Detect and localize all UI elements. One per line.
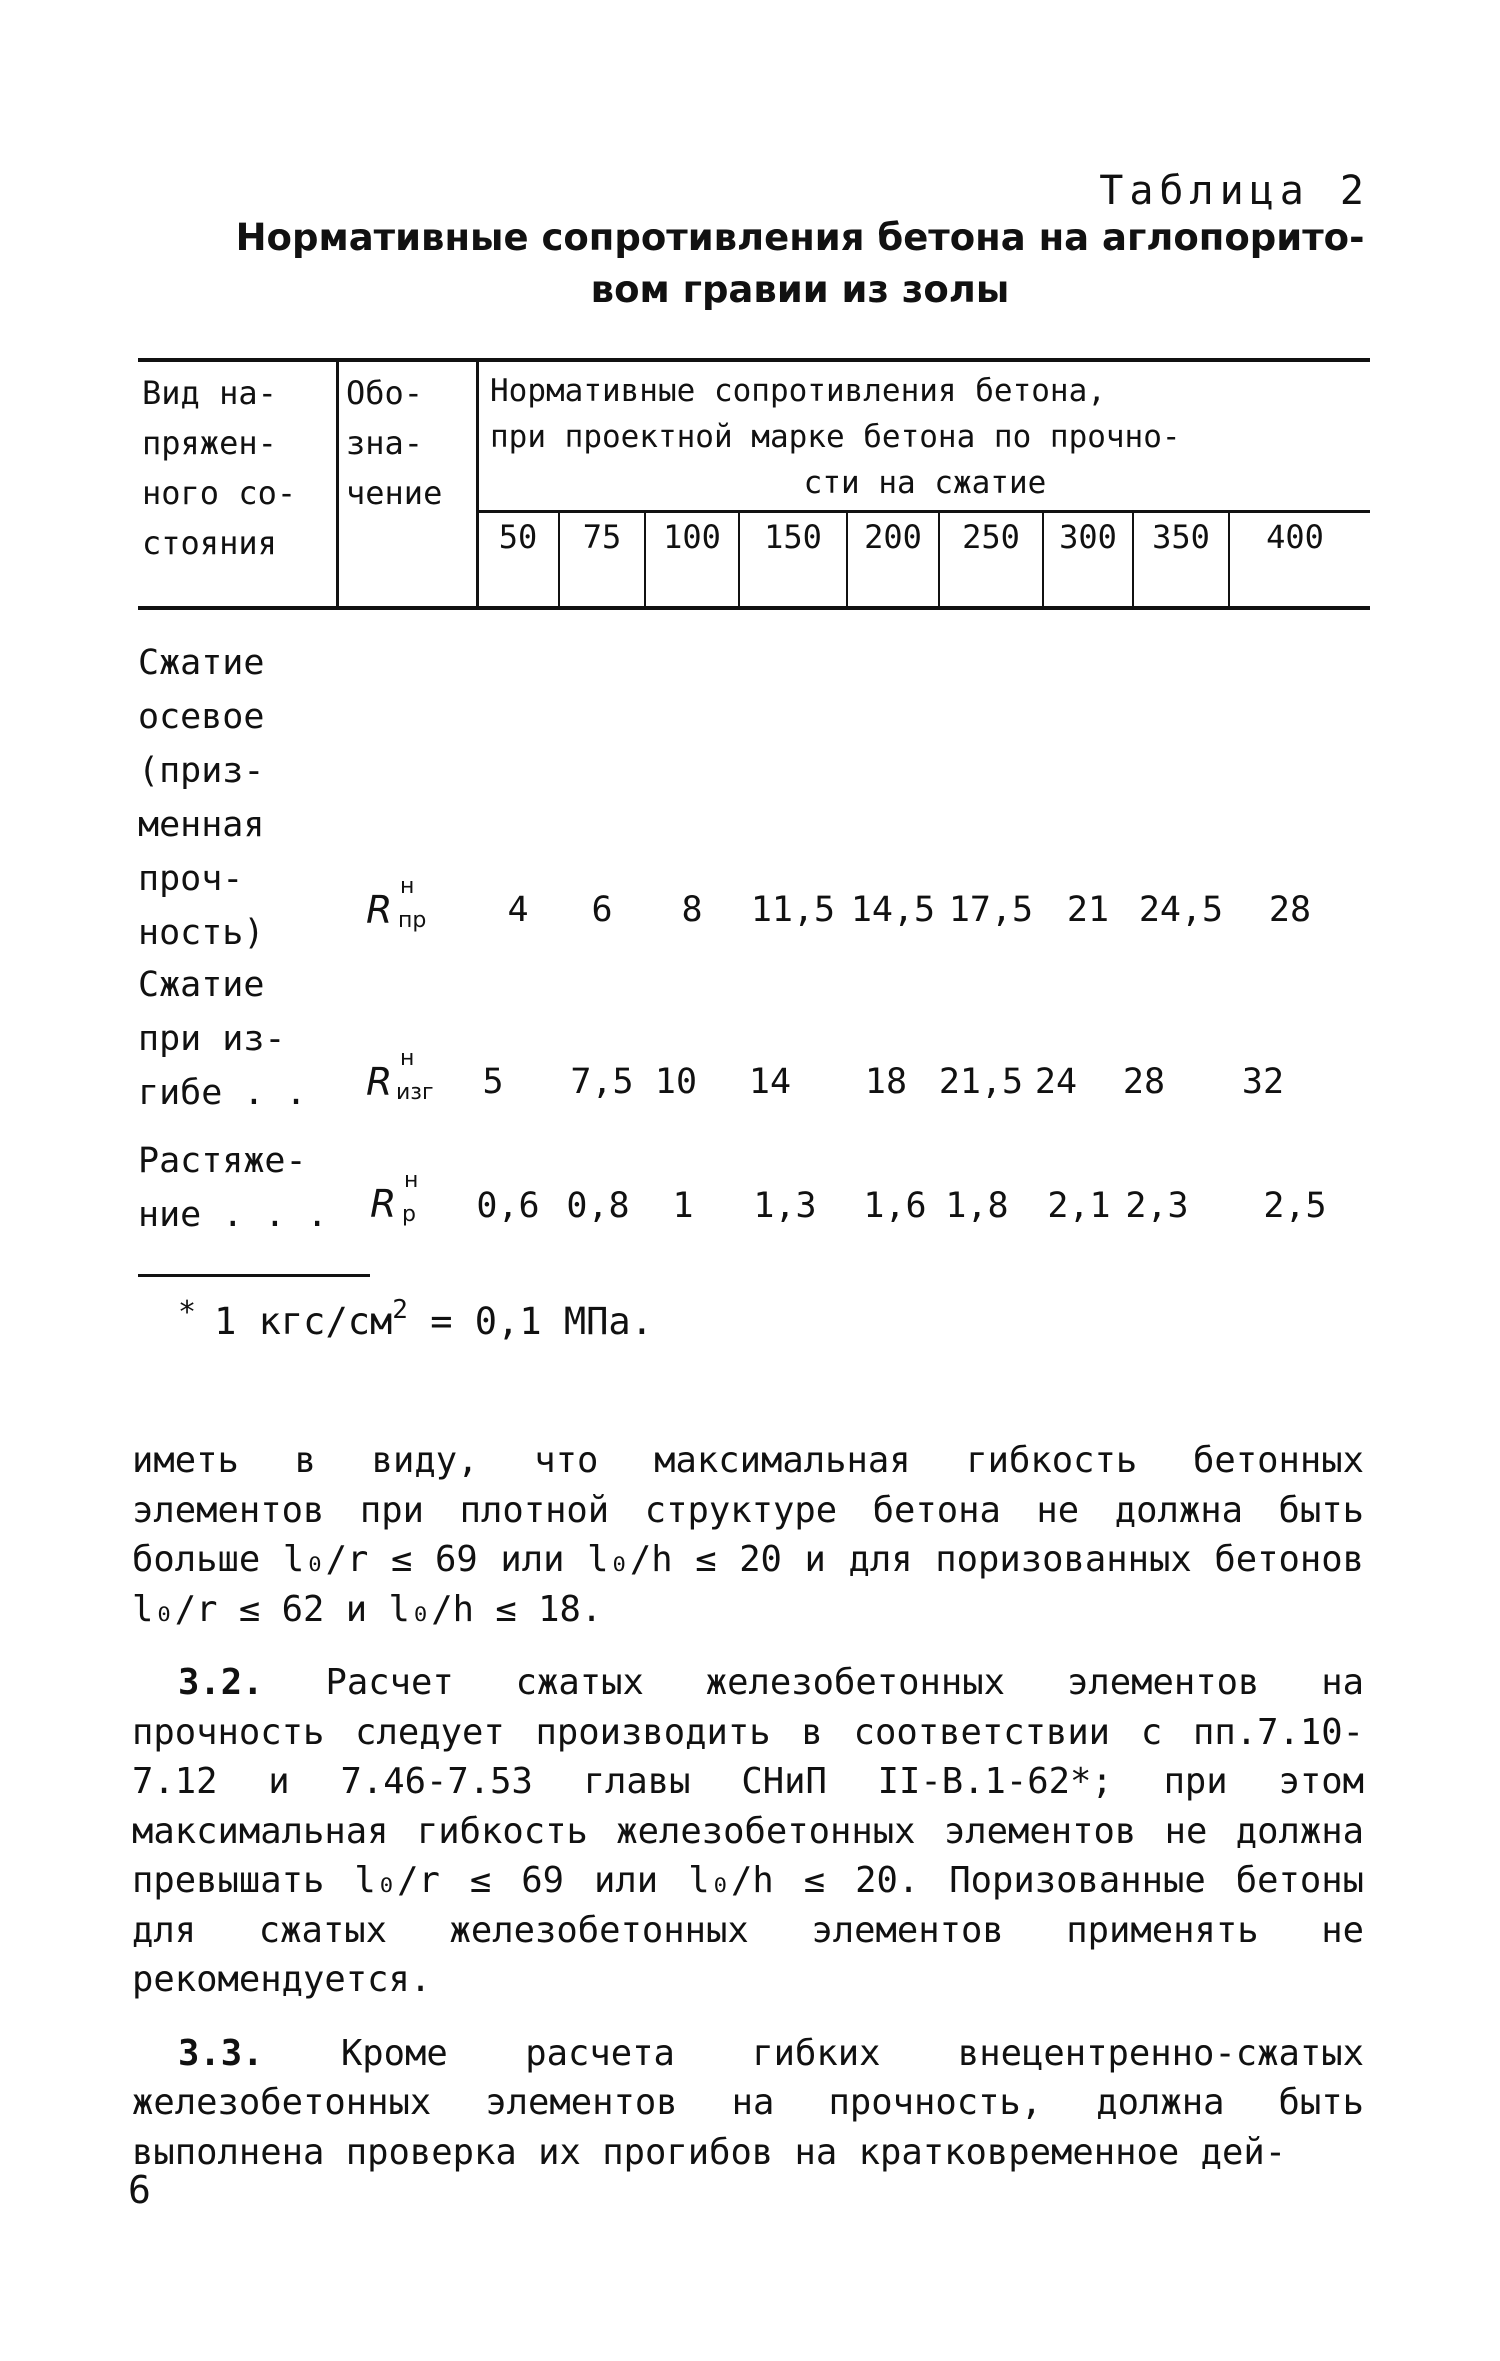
value-cell: 4 bbox=[507, 890, 529, 930]
header-bottom-rule bbox=[138, 606, 1370, 610]
value-cell: 1,6 bbox=[863, 1186, 927, 1226]
header-col-state bbox=[142, 368, 296, 568]
header-line: Обо- bbox=[346, 374, 424, 412]
table-top-rule bbox=[138, 358, 1370, 362]
symbol-r-izg: R н изг bbox=[366, 1046, 434, 1105]
column-divider bbox=[336, 362, 339, 608]
mark-150: 150 bbox=[764, 518, 822, 556]
table-title-line: вом гравии из золы bbox=[590, 268, 1010, 311]
value-cell: 21 bbox=[1066, 890, 1110, 930]
value-cell: 11,5 bbox=[750, 890, 836, 930]
mark-100: 100 bbox=[663, 518, 721, 556]
row-label-line: Сжатие bbox=[138, 965, 265, 1005]
value-cell: 2,3 bbox=[1125, 1186, 1189, 1226]
row-label-tension bbox=[138, 1134, 328, 1242]
value-cell: 0,6 bbox=[476, 1186, 540, 1226]
clause-number: 3.3. bbox=[178, 2032, 264, 2074]
row-label-line: ность) bbox=[138, 913, 265, 953]
row-label-line: при из- bbox=[138, 1019, 286, 1059]
value-cell: 32 bbox=[1241, 1062, 1285, 1102]
value-cell: 28 bbox=[1122, 1062, 1166, 1102]
row-label-line: гибе . . bbox=[138, 1073, 307, 1113]
header-line: Вид на- bbox=[142, 374, 277, 412]
value-cell: 2,5 bbox=[1263, 1186, 1327, 1226]
header-col-designation bbox=[346, 368, 442, 518]
mark-300: 300 bbox=[1059, 518, 1117, 556]
header-line: пряжен- bbox=[142, 424, 277, 462]
header-line: чение bbox=[346, 474, 443, 512]
value-cell: 1,3 bbox=[753, 1186, 817, 1226]
header-line: сти на сжатие bbox=[803, 465, 1047, 501]
value-cell: 2,1 bbox=[1047, 1186, 1111, 1226]
symbol-r-r: R н р bbox=[370, 1168, 419, 1227]
value-cell: 17,5 bbox=[948, 890, 1034, 930]
mark-50: 50 bbox=[498, 518, 538, 556]
value-cell: 18 bbox=[864, 1062, 908, 1102]
table-title bbox=[200, 212, 1400, 316]
value-cell: 14,5 bbox=[850, 890, 936, 930]
symbol-r-pr: R н пр bbox=[366, 874, 427, 933]
row-label-line: ние . . . bbox=[138, 1195, 328, 1235]
footnote bbox=[178, 1295, 653, 1343]
page-number: 6 bbox=[128, 2168, 151, 2212]
footnote-power: 2 bbox=[392, 1295, 408, 1325]
value-cell: 1,8 bbox=[945, 1186, 1009, 1226]
value-cell: 8 bbox=[681, 890, 703, 930]
row-label-line: проч- bbox=[138, 859, 244, 899]
header-line: Нормативные сопротивления бетона, bbox=[490, 373, 1106, 409]
footnote-rule bbox=[138, 1274, 370, 1277]
value-cell: 14 bbox=[748, 1062, 792, 1102]
mark-75: 75 bbox=[582, 518, 622, 556]
mark-250: 250 bbox=[962, 518, 1020, 556]
paragraph-3-2 bbox=[132, 1658, 1364, 2005]
header-line: стояния bbox=[142, 524, 277, 562]
row-label-line: Сжатие bbox=[138, 643, 265, 683]
footnote-result: = 0,1 МПа. bbox=[407, 1300, 653, 1343]
mark-400: 400 bbox=[1266, 518, 1324, 556]
paragraph: иметь в виду, что максимальная гибкость бетонных элементов при плотной структуре бетона не должна быть больше l₀/r ≤ 69 или l₀/h ≤ 20 и для поризованных бетонов l₀/r ≤ 62 и l₀/h ≤ 18. bbox=[132, 1440, 1364, 1630]
header-line: ного со- bbox=[142, 474, 297, 512]
paragraph-text: Кроме расчета гибких внецентренно-сжатых железобетонных элементов на прочность, должна быть выполнена проверка их прогибов на кратковременное дей- bbox=[132, 2032, 1365, 2173]
paragraph-text: Расчет сжатых железобетонных элементов на прочность следует производить в соответствии с пп.7.10-7.12 и 7.46-7.53 главы СНиП II-В.1-62*; при этом максимальная гибкость железобетонных элементов не должна превышать l₀/r ≤ 69 или l₀/h ≤ 20. Поризованные бетоны для сжатых железобетонных элементов применять не рекомендуется. bbox=[132, 1662, 1365, 2000]
value-cell: 0,8 bbox=[566, 1186, 630, 1226]
table-label: Таблица 2 bbox=[1099, 168, 1370, 214]
row-label-bending-compression bbox=[138, 958, 307, 1120]
value-cell: 24,5 bbox=[1138, 890, 1224, 930]
body-text bbox=[132, 1436, 1364, 2177]
column-divider bbox=[476, 362, 479, 608]
row-label-line: осевое bbox=[138, 697, 265, 737]
table-title-line: Нормативные сопротивления бетона на аглопорито- bbox=[235, 216, 1365, 259]
value-cell: 28 bbox=[1268, 890, 1312, 930]
value-cell: 5 bbox=[482, 1062, 504, 1102]
row-label-line: менная bbox=[138, 805, 265, 845]
value-cell: 21,5 bbox=[938, 1062, 1024, 1102]
mark-350: 350 bbox=[1152, 518, 1210, 556]
footnote-marker: * bbox=[178, 1295, 197, 1330]
value-cell: 24 bbox=[1034, 1062, 1078, 1102]
row-label-axial-compression bbox=[138, 636, 264, 960]
header-line: при проектной марке бетона по прочно- bbox=[490, 419, 1181, 455]
row-label-line: Растяже- bbox=[138, 1141, 307, 1181]
header-line: зна- bbox=[346, 424, 424, 462]
marks-top-rule bbox=[476, 510, 1370, 513]
paragraph-3-3 bbox=[132, 2029, 1364, 2178]
row-label-line: (приз- bbox=[138, 751, 265, 791]
value-cell: 6 bbox=[591, 890, 613, 930]
mark-200: 200 bbox=[864, 518, 922, 556]
value-cell: 7,5 bbox=[570, 1062, 634, 1102]
header-col-resistance bbox=[490, 368, 1360, 506]
value-cell: 1 bbox=[672, 1186, 694, 1226]
clause-number: 3.2. bbox=[178, 1662, 264, 1703]
value-cell: 10 bbox=[654, 1062, 698, 1102]
footnote-text: 1 кгс/см bbox=[214, 1300, 393, 1343]
